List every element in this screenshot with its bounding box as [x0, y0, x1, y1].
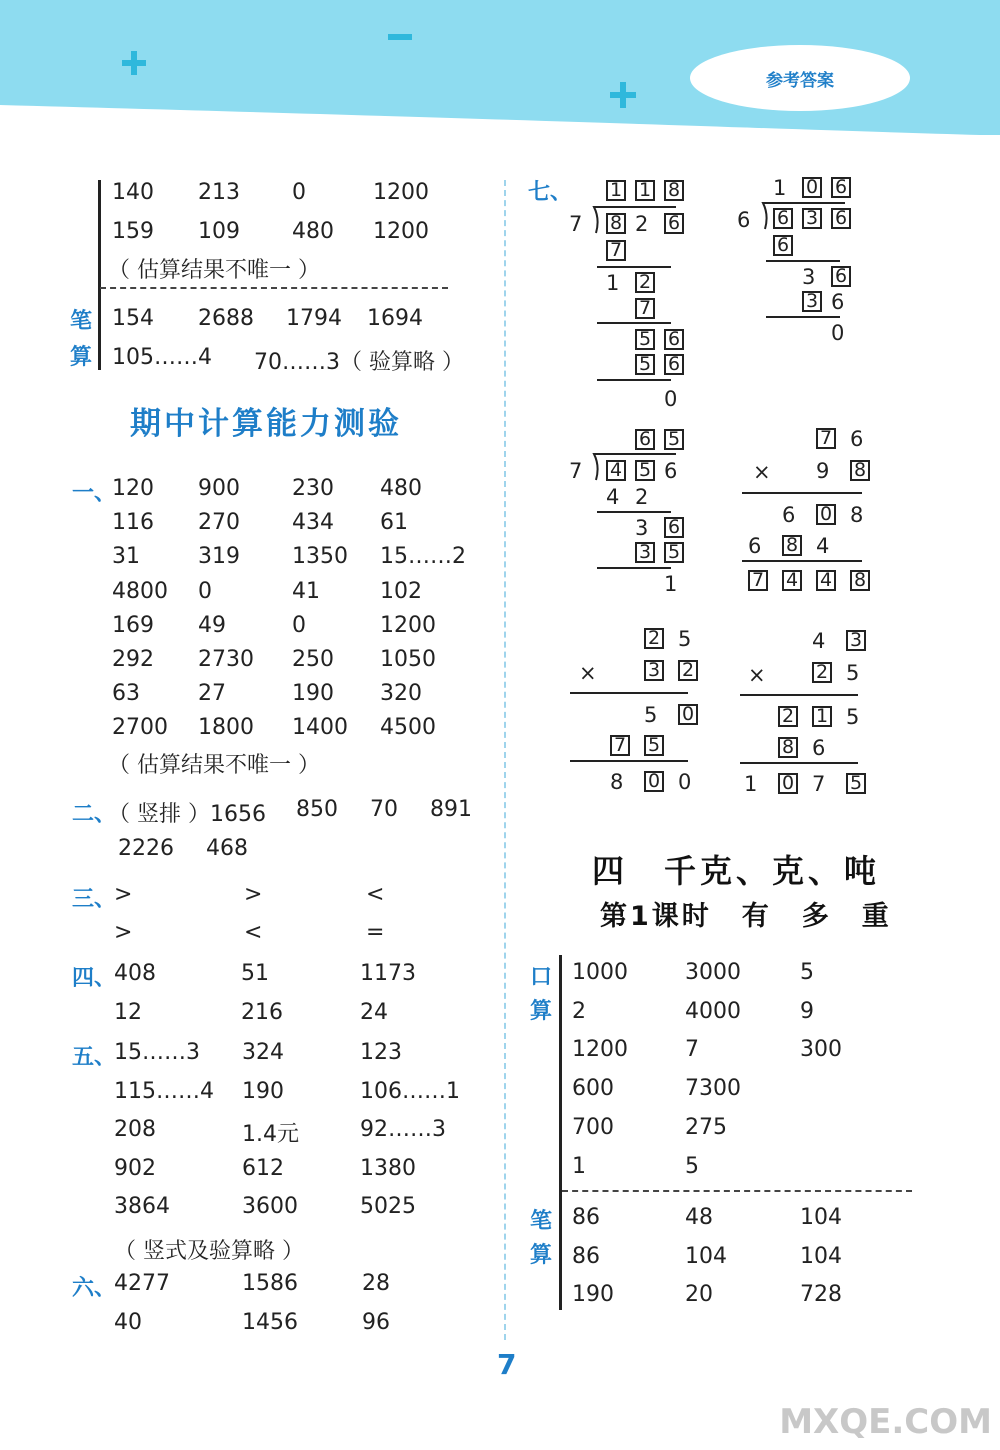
q4-cell: 51: [241, 961, 269, 986]
q6-cell: 28: [362, 1271, 390, 1296]
kousuan-cell: 5: [685, 1153, 699, 1179]
times-sign: ×: [753, 460, 771, 484]
q1-cell: 480: [380, 476, 422, 501]
q5-cell: 123: [360, 1040, 402, 1065]
lt-cell: 105……4: [112, 345, 212, 370]
answer-box: 2: [644, 628, 664, 649]
q3-cell: >: [114, 882, 133, 907]
digit: 4: [812, 629, 826, 653]
answer-box: 1: [812, 706, 832, 727]
lt-cell: 1694: [367, 306, 423, 331]
answer-box: 7: [748, 570, 768, 591]
answer-box: 8: [606, 213, 626, 234]
answer-box: 8: [850, 570, 870, 591]
q1-cell: 230: [292, 476, 334, 501]
answer-box: 8: [850, 460, 870, 481]
q3-cell: <: [244, 920, 263, 945]
answer-label: 参考答案: [690, 45, 910, 111]
bisuan-label: 笔: [530, 1209, 553, 1234]
answer-box: 5: [644, 735, 664, 756]
q1-cell: 292: [112, 647, 154, 672]
lt-cell: 154: [112, 306, 154, 331]
bisuan-cell: 86: [572, 1205, 600, 1230]
q6-cell: 4277: [114, 1271, 170, 1296]
q4-label: 四、: [72, 966, 117, 991]
answer-box: 1: [606, 180, 626, 201]
digit: 6: [831, 290, 845, 314]
q5-cell: 902: [114, 1155, 156, 1181]
calc-line: [766, 316, 840, 318]
times-sign: ×: [748, 663, 766, 687]
calc-line: [570, 760, 688, 762]
left-top-bar: [98, 180, 101, 370]
calc-line: [597, 567, 671, 569]
answer-box: 5: [664, 542, 684, 563]
q3-cell: >: [244, 882, 263, 907]
answer-box: 5: [635, 460, 655, 481]
times-sign: ×: [579, 661, 597, 685]
q1-cell: 63: [112, 681, 140, 707]
answer-box: 6: [773, 208, 793, 229]
kousuan-cell: 4000: [685, 998, 741, 1024]
answer-box: 8: [778, 737, 798, 758]
q3-label: 三、: [72, 887, 117, 912]
bisuan-label: 笔: [70, 309, 93, 334]
division-bracket: [586, 205, 676, 235]
calc-line: [766, 260, 840, 262]
bisuan-label: 算: [530, 1243, 553, 1268]
q6-cell: 1586: [242, 1271, 298, 1296]
answer-box: 2: [678, 660, 698, 681]
page-number: 7: [497, 1348, 517, 1381]
digit: 4: [816, 534, 830, 558]
answer-box: 2: [778, 706, 798, 727]
bisuan-cell: 104: [685, 1243, 727, 1269]
answer-box: 1: [635, 180, 655, 201]
q5-cell: 5025: [360, 1194, 416, 1220]
answer-box: 7: [816, 428, 836, 449]
answer-box: 5: [635, 329, 655, 350]
divisor: 6: [737, 208, 751, 232]
divisor: 7: [569, 459, 583, 483]
q5-cell: 15……3: [114, 1040, 200, 1065]
kousuan-cell: 300: [800, 1037, 842, 1063]
answer-box: 2: [635, 272, 655, 293]
digit: 4: [606, 485, 620, 509]
answer-box: 6: [664, 354, 684, 375]
q1-cell: 270: [198, 510, 240, 536]
digit: 2: [635, 485, 649, 509]
lt-cell: 1200: [373, 219, 429, 244]
digit: 6: [850, 427, 864, 451]
answer-box: 0: [678, 704, 698, 725]
kousuan-cell: 2: [572, 998, 586, 1024]
q1-cell: 31: [112, 544, 140, 570]
q1-cell: 169: [112, 612, 154, 638]
kousuan-cell: 600: [572, 1076, 614, 1102]
bisuan-cell: 86: [572, 1243, 600, 1269]
q5-cell: 612: [242, 1155, 284, 1181]
digit: 1: [773, 176, 787, 200]
q5-cell: 3864: [114, 1194, 170, 1220]
digit: 8: [850, 503, 864, 527]
kousuan-label: 算: [530, 999, 553, 1024]
digit: 8: [610, 770, 624, 794]
digit: 1: [744, 772, 758, 796]
q1-cell: 320: [380, 681, 422, 707]
q1-cell: 1200: [380, 612, 436, 638]
lt-cell: 2688: [198, 306, 254, 331]
digit: 6: [664, 459, 678, 483]
q5-note: （ 竖式及验算略 ）: [114, 1239, 304, 1264]
q5-cell: 208: [114, 1117, 156, 1143]
digit: 1: [606, 271, 620, 295]
answer-box: 7: [610, 735, 630, 756]
q5-cell: 106……1: [360, 1078, 460, 1104]
bisuan-cell: 104: [800, 1205, 842, 1230]
q1-cell: 41: [292, 578, 320, 604]
answer-box: 0: [816, 504, 836, 525]
q1-cell: 2700: [112, 715, 168, 741]
q5-cell: 115……4: [114, 1078, 214, 1104]
calc-line: [597, 322, 671, 324]
kousuan-label: 口: [530, 965, 553, 990]
q5-label: 五、: [72, 1045, 117, 1070]
answer-box: 3: [802, 208, 822, 229]
q2-cell: 70: [370, 797, 398, 822]
unit4-dashed-separator: [562, 1190, 912, 1192]
division-bracket: [586, 452, 676, 482]
q1-cell: 4800: [112, 578, 168, 604]
answer-box: 6: [831, 208, 851, 229]
digit: 5: [678, 627, 692, 651]
answer-box: 4: [606, 460, 626, 481]
answer-box: 3: [644, 660, 664, 681]
lt-cell: 1200: [373, 180, 429, 205]
q5-cell: 92……3: [360, 1117, 446, 1143]
kousuan-cell: 5: [800, 960, 814, 985]
q2-cell: 891: [430, 797, 472, 822]
q1-cell: 1350: [292, 544, 348, 570]
kousuan-cell: 1200: [572, 1037, 628, 1063]
q1-cell: 319: [198, 544, 240, 570]
q1-cell: 250: [292, 647, 334, 672]
unit4-title: 四 千克、克、吨: [592, 852, 881, 890]
q1-cell: 1800: [198, 715, 254, 741]
kousuan-cell: 700: [572, 1114, 614, 1140]
q1-cell: 102: [380, 578, 422, 604]
unit4-lesson: 第1课时 有 多 重: [600, 901, 892, 932]
q4-cell: 1173: [360, 961, 416, 986]
digit: 0: [678, 770, 692, 794]
lt-cell: 213: [198, 180, 240, 205]
digit: 1: [664, 572, 678, 596]
q1-cell: 434: [292, 510, 334, 536]
answer-box: 6: [664, 517, 684, 538]
q1-cell: 2730: [198, 647, 254, 672]
q5-cell: 1.4元: [242, 1122, 299, 1148]
answer-box: 8: [782, 535, 802, 556]
q4-cell: 12: [114, 1000, 142, 1025]
lt-cell: 70……3（ 验算略 ）: [254, 350, 464, 375]
q6-cell: 1456: [242, 1310, 298, 1335]
q2-cell: 468: [206, 836, 248, 861]
answer-box: 3: [635, 542, 655, 563]
calc-line: [740, 694, 858, 696]
q1-note: （ 估算结果不唯一 ）: [108, 753, 320, 778]
answer-box: 5: [846, 773, 866, 794]
q3-cell: >: [114, 920, 133, 945]
answer-box: 5: [664, 429, 684, 450]
calc-line: [742, 560, 862, 562]
column-divider: [504, 180, 506, 1340]
bisuan-cell: 104: [800, 1243, 842, 1269]
calc-line: [570, 692, 688, 694]
answer-box: 8: [664, 180, 684, 201]
q7-label: 七、: [528, 180, 573, 205]
q4-cell: 408: [114, 961, 156, 986]
kousuan-cell: 7: [685, 1037, 699, 1063]
q5-cell: 190: [242, 1078, 284, 1104]
lt-cell: 159: [112, 219, 154, 244]
answer-box: 0: [802, 177, 822, 198]
digit: 6: [782, 503, 796, 527]
q1-cell: 61: [380, 510, 408, 536]
q1-cell: 0: [198, 578, 212, 604]
digit: 5: [846, 661, 860, 685]
q1-cell: 116: [112, 510, 154, 536]
digit: 6: [748, 534, 762, 558]
answer-box: 0: [778, 773, 798, 794]
lt-note: （ 估算结果不唯一 ）: [108, 258, 320, 283]
calc-line: [740, 762, 858, 764]
digit: 2: [635, 212, 649, 236]
lt-dashed-separator: [100, 287, 448, 289]
lt-cell: 109: [198, 219, 240, 244]
answer-box: 2: [812, 662, 832, 683]
q4-cell: 24: [360, 1000, 388, 1025]
calc-line: [597, 511, 671, 513]
divisor: 7: [569, 212, 583, 236]
q1-cell: 1400: [292, 715, 348, 741]
q1-label: 一、: [72, 481, 117, 506]
q2-label: 二、: [72, 802, 117, 827]
bisuan-cell: 48: [685, 1205, 713, 1230]
q6-cell: 40: [114, 1310, 142, 1335]
kousuan-cell: 1000: [572, 960, 628, 985]
lt-cell: 480: [292, 219, 334, 244]
digit: 3: [802, 265, 816, 289]
answer-box: 6: [635, 429, 655, 450]
digit: 5: [846, 705, 860, 729]
calc-line: [742, 492, 862, 494]
kousuan-cell: 7300: [685, 1076, 741, 1102]
digit: 3: [635, 516, 649, 540]
answer-box: 6: [773, 235, 793, 256]
digit: 9: [816, 459, 830, 483]
q1-cell: 15……2: [380, 544, 466, 570]
midterm-title: 期中计算能力测验: [130, 406, 402, 442]
q1-cell: 190: [292, 681, 334, 707]
kousuan-cell: 9: [800, 998, 814, 1024]
q2-cell: 2226: [118, 836, 174, 861]
digit: 5: [644, 703, 658, 727]
answer-box: 3: [802, 291, 822, 312]
answer-box: 0: [644, 771, 664, 792]
q4-cell: 216: [241, 1000, 283, 1025]
answer-box: 6: [664, 213, 684, 234]
bisuan-cell: 20: [685, 1282, 713, 1308]
answer-box: 7: [635, 298, 655, 319]
calc-line: [597, 379, 671, 381]
q3-cell: =: [366, 920, 385, 945]
watermark-logo: MXQE.COM: [779, 1402, 992, 1442]
q1-cell: 900: [198, 476, 240, 501]
q1-cell: 120: [112, 476, 154, 501]
digit: 6: [812, 736, 826, 760]
q2-cell: 850: [296, 797, 338, 822]
lt-cell: 140: [112, 180, 154, 205]
q5-cell: 3600: [242, 1194, 298, 1220]
calc-line: [597, 266, 671, 268]
bisuan-cell: 728: [800, 1282, 842, 1308]
lt-cell: 0: [292, 180, 306, 205]
answer-box: 4: [816, 570, 836, 591]
kousuan-cell: 1: [572, 1153, 586, 1179]
unit4-bar: [559, 955, 562, 1310]
q6-label: 六、: [72, 1276, 117, 1301]
q1-cell: 4500: [380, 715, 436, 741]
q1-cell: 49: [198, 612, 226, 638]
kousuan-cell: 275: [685, 1114, 727, 1140]
bisuan-label: 算: [70, 345, 93, 370]
q6-cell: 96: [362, 1310, 390, 1335]
q5-cell: 1380: [360, 1155, 416, 1181]
answer-box: 7: [606, 240, 626, 261]
digit: 0: [831, 321, 845, 345]
q1-cell: 1050: [380, 647, 436, 672]
bisuan-cell: 190: [572, 1282, 614, 1308]
digit: 7: [812, 772, 826, 796]
lt-cell: 1794: [286, 306, 342, 331]
q2-cell: （ 竖排 ）1656: [108, 802, 266, 827]
answer-box: 4: [782, 570, 802, 591]
q1-cell: 27: [198, 681, 226, 707]
digit: 0: [664, 387, 678, 411]
kousuan-cell: 3000: [685, 960, 741, 985]
q5-cell: 324: [242, 1040, 284, 1065]
answer-box: 3: [846, 630, 866, 651]
answer-box: 6: [664, 329, 684, 350]
answer-box: 6: [831, 177, 851, 198]
q1-cell: 0: [292, 612, 306, 638]
answer-box: 5: [635, 354, 655, 375]
q3-cell: <: [366, 882, 385, 907]
answer-box: 6: [831, 266, 851, 287]
